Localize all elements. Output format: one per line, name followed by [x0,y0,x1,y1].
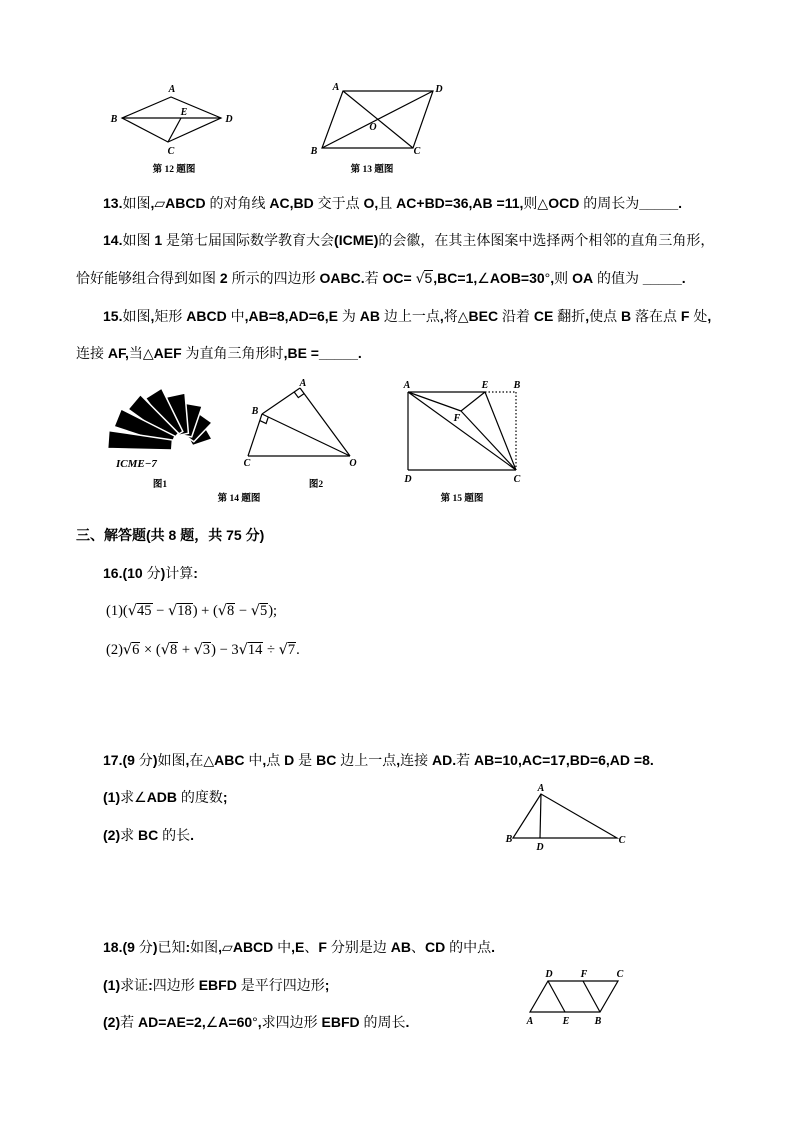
radicand: 8 [227,603,235,619]
vertex-label-a: A [526,1016,534,1027]
latin-run: 18.(9 [103,939,135,955]
vertex-label-a: A [299,378,307,389]
icme-logo [108,388,212,453]
latin-run: _____. [642,270,686,286]
logo-text: ICME−7 [116,458,157,470]
vertex-label-d: D [536,842,544,853]
vertex-label-b: B [505,834,513,845]
radical-sign: √ [127,603,137,619]
vertex-label-o: O [369,122,377,133]
question-16-part-2: (2)√6 × (√8 + √3) − 3√14 ÷ √7. [106,642,300,658]
latin-run: OABC. [319,270,365,286]
latin-run: , [707,308,712,324]
latin-run: AB [359,308,380,324]
latin-run: , [150,195,155,211]
vertex-label-c: C [618,835,626,846]
vertex-label-c: C [513,474,521,485]
question-17-part-1: (1)求∠ADB 的度数; [103,789,228,805]
segment-de [548,981,565,1012]
radicand: 7 [287,642,296,658]
rhombus-abcd [122,97,221,142]
latin-run: CE [533,308,554,324]
latin-run: OC= [382,270,412,286]
radical-sign: √ [193,642,203,658]
vertex-label-e: E [562,1016,570,1027]
vertex-label-c: C [616,969,624,980]
vertex-label-b: B [594,1016,602,1027]
radical-sign: √ [238,642,248,658]
latin-run: 16.(10 [103,565,143,581]
latin-run: , [550,270,555,286]
radicand: 6 [132,642,140,658]
radical [168,602,193,620]
latin-run: EBFD [198,977,237,993]
radical-sign: √ [278,642,288,658]
latin-run: AD=AE=2, [138,1014,206,1030]
latin-run: OA [572,270,594,286]
latin-run: AC,BD [269,195,314,211]
parallelogram-abcd [322,91,433,148]
figure-q17 [505,783,626,853]
question-15-line-2: 连接 AF,当△AEF 为直角三角形时,BE =_____. [76,345,362,361]
latin-run: B [621,308,632,324]
latin-run: AD. [431,752,457,768]
segment-fc [461,411,516,470]
radicand: 8 [169,642,178,658]
latin-run: CD [424,939,446,955]
latin-run: : [148,977,153,993]
latin-run: , [218,939,223,955]
question-18-stem: 18.(9 分)已知:如图,▱ABCD 中,E、F 分别是边 AB、CD 的中点. [103,939,495,955]
radicand: 14 [247,642,263,658]
triangle-abc [513,794,617,838]
logo-triangle [184,414,212,444]
question-14-line-1: 14.如图 1 是第七届国际数学教育大会(ICME)的会徽，在其主体图案中选择两个相邻的直角三角形， [103,232,715,248]
latin-run: ,E [291,939,305,955]
segment-ad [540,794,541,838]
vertex-label-d: D [225,114,233,125]
figure-caption-q14-fig1: 图1 [152,480,168,490]
latin-run: AEF [153,345,182,361]
question-14-line-2: 恰好能够组合得到如图 2 所示的四边形 OABC.若 OC= √5,BC=1,∠AOB=30°,则 OA 的值为 _____. [76,270,686,287]
latin-run: =_____. [310,345,362,361]
vertex-label-f: F [580,969,588,980]
latin-run: OCD [548,195,580,211]
segment-fb [583,981,600,1012]
radical-sign: √ [122,642,133,658]
vertex-label-c: C [413,146,421,157]
radical [218,602,236,620]
latin-run: AB [390,939,411,955]
logo-triangle [179,403,202,438]
vertex-label-a: A [403,380,411,391]
radical [123,641,141,659]
latin-run: . [405,1014,410,1030]
logo-triangle [108,431,173,453]
radicand: 5 [424,270,433,286]
radical [251,602,269,620]
radical [239,641,264,659]
radical-sign: √ [160,642,170,658]
latin-run: , [585,308,590,324]
logo-triangle [166,393,193,436]
latin-run: ABC [214,752,245,768]
vertex-label-d: D [435,84,443,95]
vertex-label-b: B [110,114,118,125]
latin-run: , [185,752,190,768]
latin-run: 15. [103,308,123,324]
latin-run: BC [138,827,159,843]
latin-run: =11, [496,195,524,211]
segment-bo [262,414,350,456]
segment-ef [461,392,485,411]
latin-run: ) [152,939,158,955]
latin-run: 17.(9 [103,752,135,768]
vertex-label-f: F [453,413,461,424]
latin-run: ,BE [283,345,307,361]
latin-run: , [150,308,155,324]
latin-run: (ICME) [334,232,379,248]
vertex-label-d: D [545,969,553,980]
radical [194,641,212,659]
vertex-label-a: A [168,84,176,95]
latin-run: O, [363,195,379,211]
figure-caption-q14: 第 14 题图 [217,494,261,504]
question-18-part-2: (2)若 AD=AE=2,∠A=60°,求四边形 EBFD 的周长. [103,1014,410,1030]
latin-run: ,AB=8,AD=6,E [244,308,338,324]
question-17-stem: 17.(9 分)如图,在△ABC 中,点 D 是 BC 边上一点,连接 AD.若 AB=10,AC=17,BD=6,AD =8. [103,752,654,768]
latin-run: ADB [146,789,178,805]
radical-sign: √ [217,603,228,619]
latin-run: : [193,565,198,581]
latin-run: D [284,752,295,768]
segment-ec [485,392,516,470]
figure-q13 [310,82,443,175]
vertex-label-c: C [243,458,251,469]
latin-run: , [257,1014,262,1030]
figure-q14-fig1 [108,388,212,490]
radicand: 18 [177,603,192,619]
latin-run: ) [152,752,158,768]
latin-run: AF, [107,345,129,361]
segment-af [408,392,461,411]
figure-caption-q12: 第 12 题图 [152,165,196,175]
question-16-part-1: (1)(√45 − √18) + (√8 − √5); [106,603,278,619]
latin-run: AC+BD=36,AB [396,195,493,211]
question-18-part-1: (1)求证:四边形 EBFD 是平行四边形; [103,977,330,993]
latin-run: =8. [633,752,654,768]
latin-run: , [262,752,267,768]
vertex-label-a: A [332,82,340,93]
radicand: 45 [137,603,152,619]
question-16-stem: 16.(10 分)计算: [103,565,198,581]
latin-run: 2 [219,270,228,286]
latin-run: : [185,939,191,955]
parallelogram-abcd [530,981,618,1012]
logo-triangle [128,395,182,444]
vertex-label-c: C [167,146,175,157]
vertex-label-e: E [180,107,188,118]
latin-run: ,BC=1, [433,270,478,286]
diagonal-bd [322,91,433,148]
right-angle-mark-b [260,417,269,424]
segment-ac [408,392,516,470]
vertex-label-o: O [349,458,357,469]
latin-run: BEC [468,308,499,324]
segment-ce [168,118,181,142]
logo-triangle [114,409,177,449]
logo-triangle [146,388,188,439]
logo-triangle [188,427,212,449]
radical [279,641,297,659]
radical [128,602,153,620]
latin-run: BC [316,752,337,768]
segment-ab [262,388,300,414]
latin-run: (2) [103,827,121,843]
latin-run: (1) [103,789,121,805]
vertex-label-e: E [481,380,489,391]
latin-run: , [439,308,444,324]
figure-q12 [110,84,233,175]
diagonal-ac [343,91,413,148]
latin-run: , [396,752,401,768]
latin-run: ABCD [165,195,206,211]
latin-run: ) [160,565,166,581]
radical [161,641,179,659]
radicand: 3 [202,642,211,658]
vertex-label-d: D [404,474,412,485]
figure-q14-fig2 [244,378,357,490]
figure-caption-q15: 第 15 题图 [440,494,484,504]
latin-run: . [190,827,195,843]
question-13-text: 13.如图,▱ABCD 的对角线 AC,BD 交于点 O,且 AC+BD=36,AB =11,则△OCD 的周长为_____. [103,195,683,211]
vertex-label-b: B [513,380,521,391]
latin-run: 13. [103,195,123,211]
figure-q18 [526,969,624,1027]
vertex-label-b: B [310,146,318,157]
latin-run: EBFD [321,1014,360,1030]
latin-run: ; [324,977,330,993]
latin-run: 1 [154,232,163,248]
segment-bc [248,414,262,456]
latin-run: ABCD [186,308,227,324]
radical-sign: √ [415,271,425,287]
latin-run: AOB=30 [489,270,545,286]
vertex-label-b: B [251,406,259,417]
question-15-line-1: 15.如图,矩形 ABCD 中,AB=8,AD=6,E 为 AB 边上一点,将△BEC 沿着 CE 翻折,使点 B 落在点 F 处, [103,308,712,324]
segment-oa [300,388,350,456]
vertex-label-a: A [537,783,545,794]
latin-run: ABCD [232,939,274,955]
figure-q15 [403,380,521,504]
radical [416,269,434,288]
radical-sign: √ [167,603,178,619]
latin-run: A=60 [218,1014,253,1030]
radical-sign: √ [250,603,260,619]
latin-run: F [680,308,690,324]
radicand: 5 [259,603,268,619]
section-title: 三、解答题(共 8 题，共 75 分) [76,527,265,543]
latin-run: _____. [639,195,683,211]
latin-run: (1) [103,977,121,993]
latin-run: . [491,939,495,955]
latin-run: F [318,939,327,955]
figure-caption-q13: 第 13 题图 [350,165,394,175]
right-angle-mark-a [294,392,304,398]
figure-caption-q14-fig2: 图2 [308,480,324,490]
latin-run: AB=10,AC=17,BD=6,AD [474,752,631,768]
latin-run: ; [222,789,228,805]
latin-run: 14. [103,232,123,248]
latin-run: (2) [103,1014,121,1030]
question-17-part-2: (2)求 BC 的长. [103,827,195,843]
